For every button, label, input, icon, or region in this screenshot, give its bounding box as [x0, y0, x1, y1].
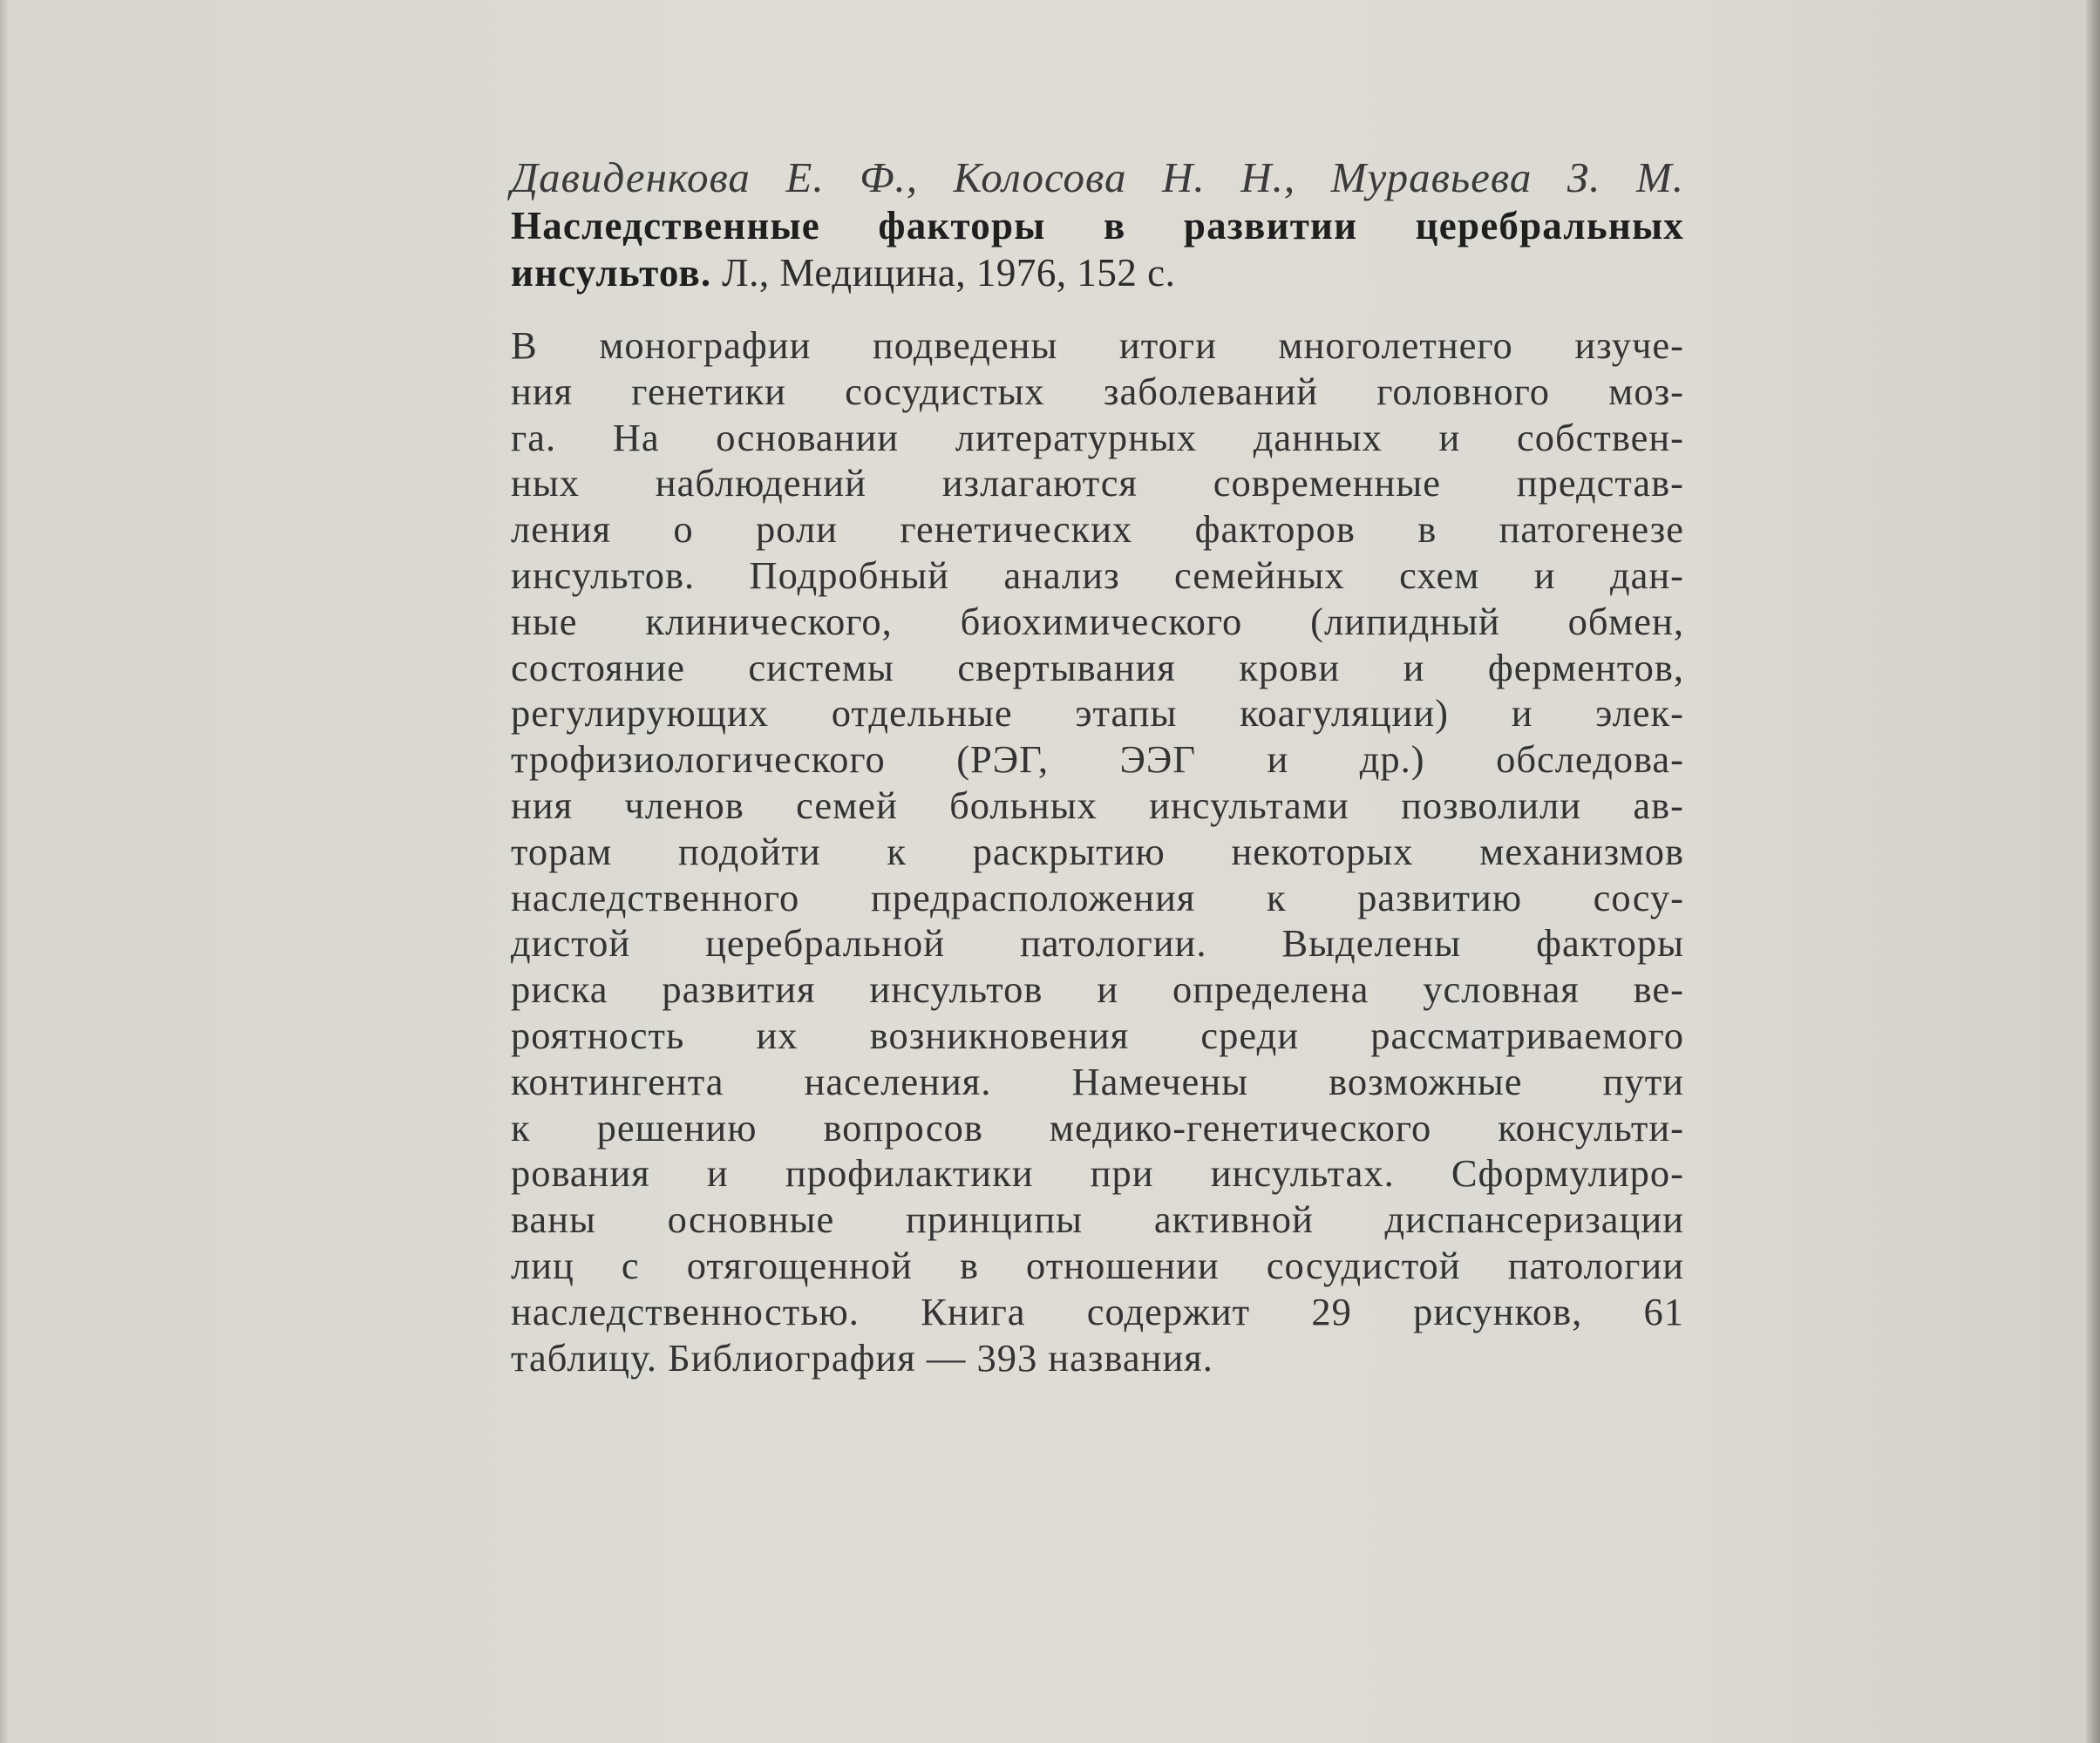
publication-info: Л., Медицина, 1976, 152 с. [722, 251, 1176, 295]
abstract-line: дистой церебральной патологии. Выделены факторы [511, 921, 1684, 966]
citation [511, 202, 1684, 296]
abstract-line: инсультов. Подробный анализ семейных схем и дан- [511, 553, 1684, 597]
abstract-line: таблицу. Библиография — 393 названия. [511, 1335, 1213, 1380]
abstract-line: ные клинического, биохимического (липидный обмен, [511, 599, 1684, 643]
abstract-line: наследственного предрасположения к развитию сосу- [511, 875, 1684, 919]
abstract-line: состояние системы свертывания крови и ферментов, [511, 645, 1684, 689]
abstract-line: В монографии подведены итоги многолетнего изуче- [511, 323, 1684, 367]
authors-line: Давиденкова Е. Ф., Колосова Н. Н., Муравьева З. М. [511, 153, 1684, 201]
abstract-line: лиц с отягощенной в отношении сосудистой патологии [511, 1243, 1684, 1287]
abstract-line: риска развития инсультов и определена условная ве- [511, 967, 1684, 1012]
abstract-line: роятность их возникновения среди рассматриваемого [511, 1013, 1684, 1057]
abstract-line: ния членов семей больных инсультами позволили ав- [511, 783, 1684, 827]
abstract-line: ления о роли генетических факторов в патогенезе [511, 507, 1684, 552]
abstract-line: ваны основные принципы активной диспансеризации [511, 1197, 1684, 1242]
abstract-line: ния генетики сосудистых заболеваний головного моз- [511, 369, 1684, 413]
abstract-line: торам подойти к раскрытию некоторых механизмов [511, 829, 1684, 873]
book-title: Наследственные факторы в развитии церебральных инсультов. [511, 204, 1684, 295]
abstract-line: наследственностью. Книга содержит 29 рисунков, 61 [511, 1289, 1684, 1333]
annotation-text-block [511, 153, 1684, 1380]
abstract-line: ных наблюдений излагаются современные представ- [511, 461, 1684, 505]
page-edge [2086, 0, 2100, 1743]
abstract-line: га. На основании литературных данных и собствен- [511, 415, 1684, 459]
abstract-line: рования и профилактики при инсультах. Сформулиро- [511, 1151, 1684, 1196]
abstract-line: к решению вопросов медико-генетического консульти- [511, 1105, 1684, 1150]
abstract-line: регулирующих отдельные этапы коагуляции) и элек- [511, 691, 1684, 736]
abstract-line: трофизиологического (РЭГ, ЭЭГ и др.) обследова- [511, 737, 1684, 782]
abstract-line: контингента населения. Намечены возможные пути [511, 1059, 1684, 1103]
page-gutter-shadow [0, 0, 9, 1743]
abstract-paragraph [511, 322, 1684, 1380]
